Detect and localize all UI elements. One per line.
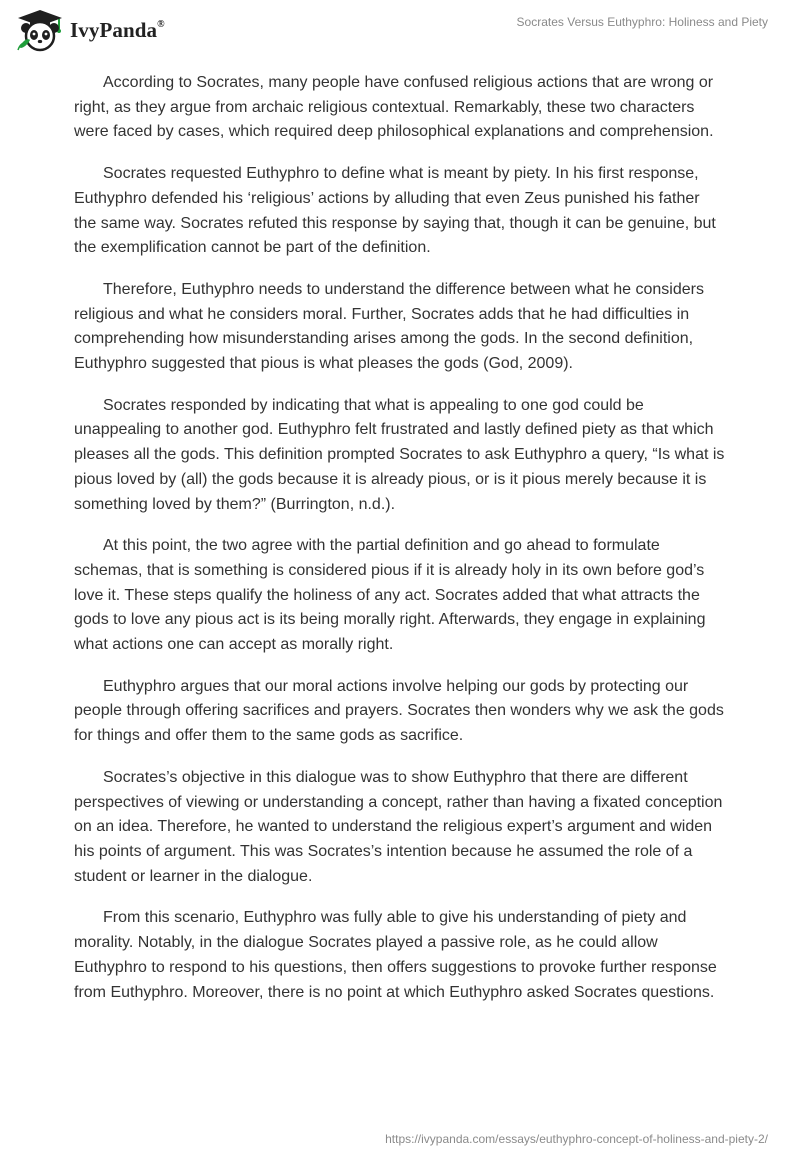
paragraph: Socrates responded by indicating that what is appealing to one god could be unappealing to another god. Euthyphro felt frustrated and lastly defined piety as that which pleases all the gods. This definition prompted Socrates to ask Euthyphro a query, “Is what is pious loved by (all) the gods because it is already pious, or is it pious merely because it is something loved by them?” (Burrington, n.d.). <box>74 396 725 513</box>
essay-body <box>74 71 726 1022</box>
paragraph: From this scenario, Euthyphro was fully able to give his understanding of piety and morality. Notably, in the dialogue Socrates played a passive role, as he could allow Euthyphro to respond to his questions, then offers suggestions to provoke further response from Euthyphro. Moreover, there is no point at which Euthyphro asked Socrates questions. <box>74 909 717 1001</box>
panda-graduation-cap-icon <box>14 8 66 52</box>
paragraph: At this point, the two agree with the partial definition and go ahead to formulate schemas, that is something is considered pious if it is already holy in its own before god’s love it. These steps qualify the holiness of any act. Socrates added that what attracts the gods to love any pious act is its being morally right. Afterwards, they engage in explaining what actions one can accept as morally right. <box>74 537 706 654</box>
brand-logo[interactable] <box>14 8 165 52</box>
paragraph: Socrates’s objective in this dialogue was to show Euthyphro that there are different perspectives of viewing or understanding a concept, rather than having a fixated conception on an idea. Therefore, he wanted to understand the religious expert’s argument and widen his points of argument. This was Socrates’s intention because he assumed the role of a student or learner in the dialogue. <box>74 768 723 885</box>
page-header <box>0 0 800 60</box>
source-url[interactable]: https://ivypanda.com/essays/euthyphro-concept-of-holiness-and-piety-2/ <box>385 1132 768 1146</box>
paragraph: Euthyphro argues that our moral actions involve helping our gods by protecting our people through offering sacrifices and prayers. Socrates then wonders why we ask the gods for things and offer them to the same gods as sacrifice. <box>74 677 724 745</box>
brand-name: IvyPanda® <box>70 17 165 42</box>
document-title: Socrates Versus Euthyphro: Holiness and Piety <box>516 15 768 29</box>
paragraph: According to Socrates, many people have confused religious actions that are wrong or right, as they argue from archaic religious contextual. Remarkably, these two characters were faced by cases, which required deep philosophical explanations and comprehension. <box>74 74 714 141</box>
paragraph: Socrates requested Euthyphro to define what is meant by piety. In his first response, Euthyphro defended his ‘religious’ actions by alluding that even Zeus punished his father the same way. Socrates refuted this response by saying that, though it can be genuine, but the exemplification cannot be part of the definition. <box>74 165 716 257</box>
paragraph: Therefore, Euthyphro needs to understand the difference between what he considers religious and what he considers moral. Further, Socrates adds that he had difficulties in comprehending how misunderstanding arises among the gods. In the second definition, Euthyphro suggested that pious is what pleases the gods (God, 2009). <box>74 280 704 373</box>
